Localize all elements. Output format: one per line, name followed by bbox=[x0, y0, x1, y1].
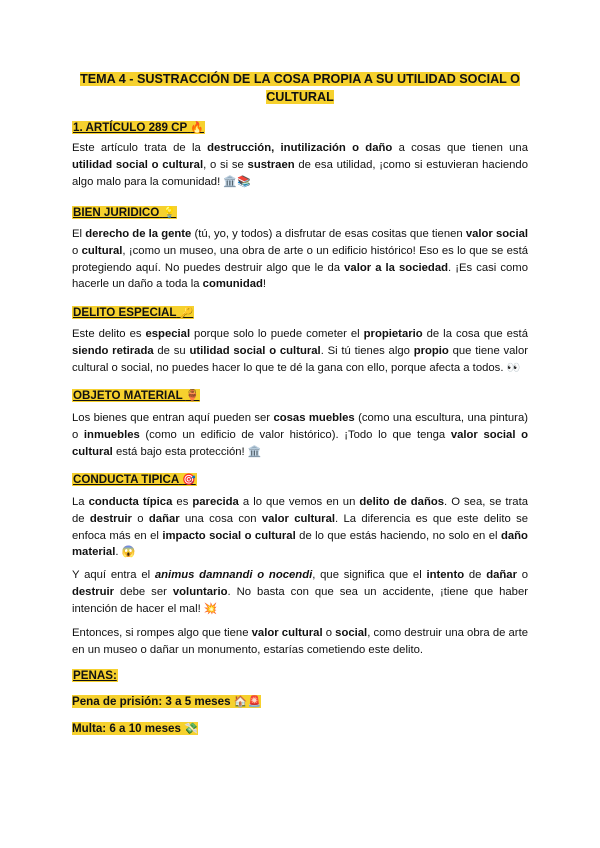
paragraph-delito-especial: Este delito es especial porque solo lo puede cometer el propietario de la cosa que está siendo retirada de su utilidad social o cultural. Si tú tienes algo propio que tiene valor cultural o social, no puedes hacer lo que te dé la gana con ello, porque afecta a todos. 👀 bbox=[72, 328, 528, 374]
heading-conducta-tipica: CONDUCTA TIPICA 🎯 bbox=[73, 473, 196, 486]
title-line-1: TEMA 4 - SUSTRACCIÓN DE LA COSA PROPIA A SU UTILIDAD SOCIAL O bbox=[80, 72, 520, 86]
paragraph-conducta-2: Y aquí entra el animus damnandi o nocendi, que significa que el intento de dañar o destruir debe ser voluntario. No basta con que sea un accidente, ¡tiene que haber intención de hacer el mal! 💥 bbox=[72, 569, 529, 615]
museum-icon: 🏛️ bbox=[247, 445, 262, 458]
heading-objeto-material: OBJETO MATERIAL 🏺 bbox=[73, 389, 200, 402]
lightbulb-icon: 💡 bbox=[162, 207, 177, 219]
heading-delito-especial: DELITO ESPECIAL 🔑 bbox=[73, 306, 194, 319]
house-siren-icon: 🏠🚨 bbox=[233, 696, 262, 708]
paragraph-objeto-material: Los bienes que entran aquí pueden ser cosas muebles (como una escultura, una pintura) o inmuebles (como un edificio de valor histórico). ¡Todo lo que tenga valor social o cultural está bajo esta protección! 🏛️ bbox=[72, 412, 528, 458]
heading-articulo: 1. ARTÍCULO 289 CP 🔥 bbox=[73, 121, 204, 134]
paragraph-articulo: Este artículo trata de la destrucción, inutilización o daño a cosas que tienen una utilidad social o cultural, o si se sustraen de esa utilidad, ¡como si estuvieran haciendo algo malo para la comunidad! 🏛️📚 bbox=[72, 142, 529, 188]
explosion-icon: 💥 bbox=[203, 602, 218, 615]
museum-books-icon: 🏛️📚 bbox=[223, 175, 251, 188]
eyes-icon: 👀 bbox=[506, 361, 521, 374]
paragraph-bien-juridico: El derecho de la gente (tú, yo, y todos) a disfrutar de esas cositas que tienen valor social o cultural, ¡como un museo, una obra de arte o un edificio histórico! Eso es lo que se está protegiendo aquí. No puedes destruir algo que le da valor a la sociedad. ¡Es casi como hacerle un daño a toda la comunidad! bbox=[72, 228, 529, 291]
pena-multa: Multa: 6 a 10 meses 💸 bbox=[72, 722, 198, 735]
title-line-2: CULTURAL bbox=[266, 90, 334, 104]
scream-icon: 😱 bbox=[121, 546, 136, 559]
paragraph-conducta-1: La conducta típica es parecida a lo que vemos en un delito de daños. O sea, se trata de destruir o dañar una cosa con valor cultural. La diferencia es que este delito se enfoca más en el impacto social o cultural de lo que estás haciendo, no solo en el daño material. 😱 bbox=[72, 496, 528, 559]
target-icon: 🎯 bbox=[182, 474, 196, 486]
fire-icon: 🔥 bbox=[190, 122, 204, 134]
pena-prision: Pena de prisión: 3 a 5 meses 🏠🚨 bbox=[72, 695, 262, 708]
paragraph-conducta-3: Entonces, si rompes algo que tiene valor cultural o social, como destruir una obra de arte en un museo o dañar un monumento, estarías cometiendo este delito. bbox=[72, 627, 528, 656]
heading-bien-juridico: BIEN JURIDICO 💡 bbox=[73, 206, 177, 219]
key-icon: 🔑 bbox=[179, 307, 194, 319]
money-icon: 💸 bbox=[184, 723, 198, 735]
heading-penas: PENAS: bbox=[73, 669, 117, 682]
amphora-icon: 🏺 bbox=[185, 390, 200, 402]
document-title bbox=[70, 70, 530, 106]
